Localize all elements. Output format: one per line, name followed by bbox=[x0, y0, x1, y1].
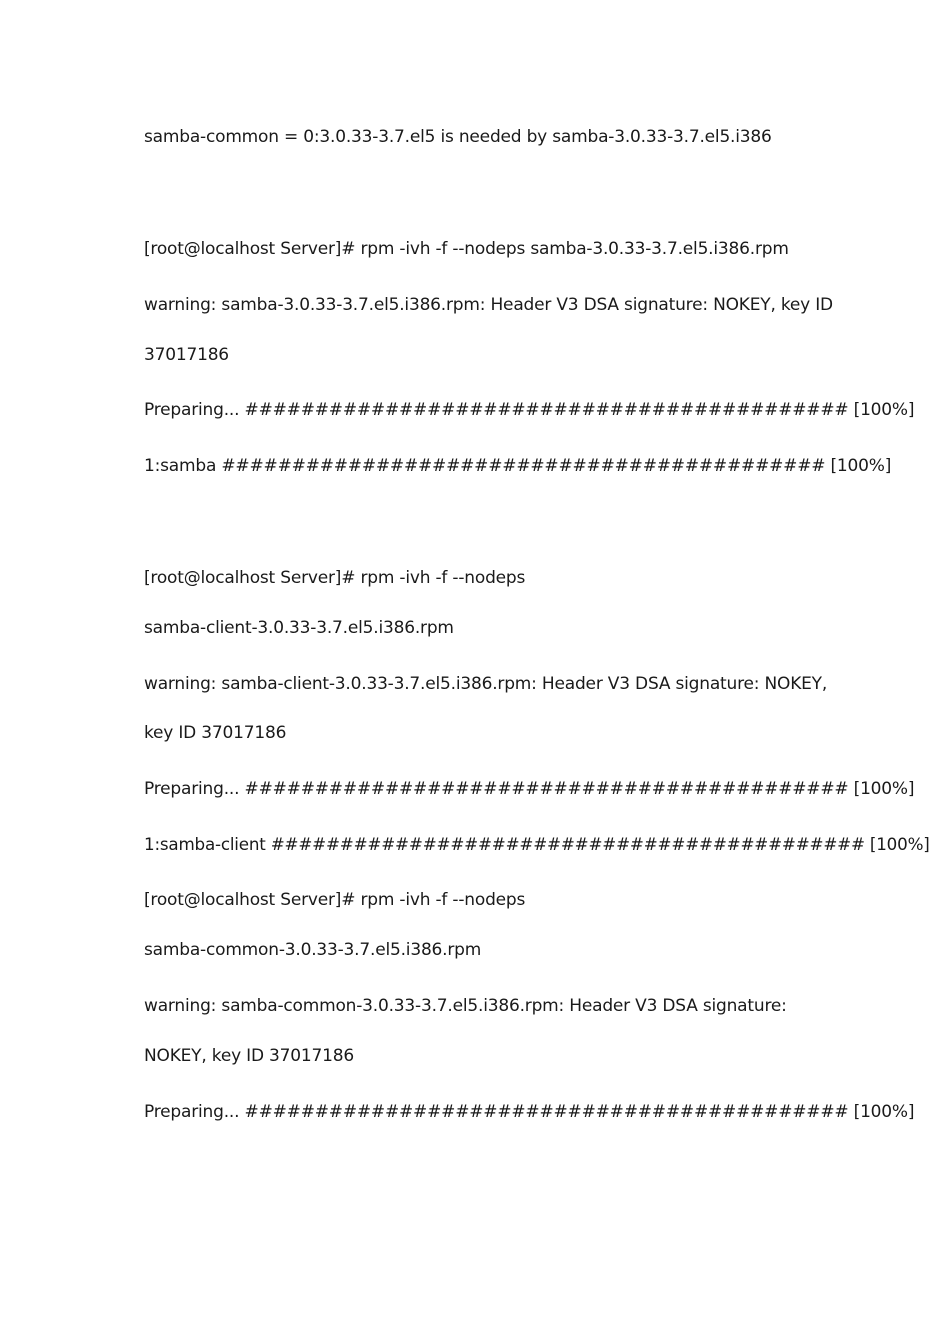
text-line: NOKEY, key ID 37017186 bbox=[144, 1046, 354, 1066]
text-line: samba-client-3.0.33-3.7.el5.i386.rpm bbox=[144, 618, 454, 638]
text-line: key ID 37017186 bbox=[144, 723, 287, 743]
text-line: samba-common = 0:3.0.33-3.7.el5 is needed by samba-3.0.33-3.7.el5.i386 bbox=[144, 127, 772, 147]
text-line: 1:samba ########################################### [100%] bbox=[144, 456, 892, 476]
text-line: [root@localhost Server]# rpm -ivh -f --nodeps samba-3.0.33-3.7.el5.i386.rpm bbox=[144, 239, 789, 259]
text-line: 37017186 bbox=[144, 345, 229, 365]
text-line: Preparing... ########################################### [100%] bbox=[144, 779, 915, 799]
text-line: Preparing... ########################################### [100%] bbox=[144, 1102, 915, 1122]
text-line: samba-common-3.0.33-3.7.el5.i386.rpm bbox=[144, 940, 482, 960]
text-line: warning: samba-client-3.0.33-3.7.el5.i386.rpm: Header V3 DSA signature: NOKEY, bbox=[144, 674, 828, 694]
text-line: 1:samba-client ########################################### [100%] bbox=[144, 835, 930, 855]
text-line: [root@localhost Server]# rpm -ivh -f --nodeps bbox=[144, 890, 526, 910]
text-line: [root@localhost Server]# rpm -ivh -f --nodeps bbox=[144, 568, 526, 588]
text-line: warning: samba-3.0.33-3.7.el5.i386.rpm: Header V3 DSA signature: NOKEY, key ID bbox=[144, 295, 833, 315]
text-line: Preparing... ########################################### [100%] bbox=[144, 400, 915, 420]
text-line: warning: samba-common-3.0.33-3.7.el5.i386.rpm: Header V3 DSA signature: bbox=[144, 996, 787, 1016]
